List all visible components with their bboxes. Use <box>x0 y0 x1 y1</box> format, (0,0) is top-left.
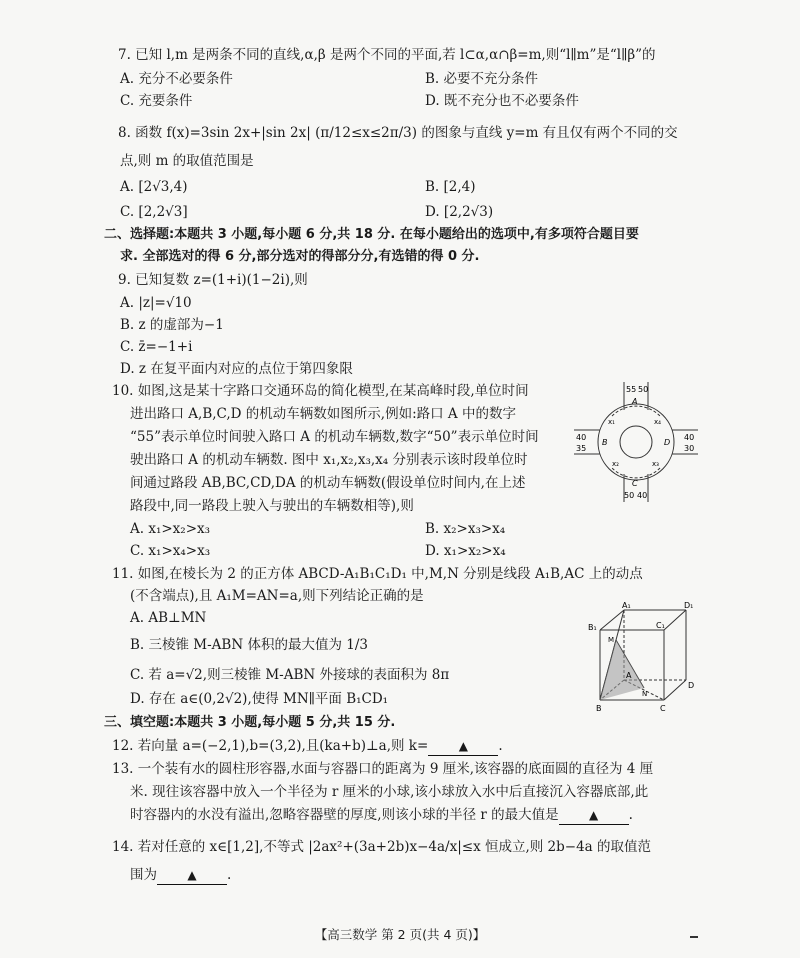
q9-option-a: A. |z|=√10 <box>120 295 192 311</box>
fig-label-x3: x₃ <box>652 460 659 468</box>
fig-right-out: 30 <box>684 444 695 453</box>
cube-label-b: B <box>596 704 602 713</box>
q11-stem-line2: (不含端点),且 A₁M=AN=a,则下列结论正确的是 <box>130 588 424 604</box>
q13-answer-blank <box>559 806 629 825</box>
fig-label-c: C <box>632 479 638 488</box>
cube-figure <box>586 600 698 714</box>
q10-line2: 进出路口 A,B,C,D 的机动车辆数如图所示,例如:路口 A 中的数字 <box>130 406 516 422</box>
q8-stem-line2: 点,则 m 的取值范围是 <box>120 153 254 169</box>
q10-option-a: A. x₁>x₂>x₃ <box>130 521 211 537</box>
fig-left-out: 35 <box>576 444 587 453</box>
fig-bottom-out: 40 <box>637 491 648 500</box>
q7-option-a: A. 充分不必要条件 <box>120 71 233 87</box>
fig-right-in: 40 <box>684 433 695 442</box>
q9-option-c: C. z̄=−1+i <box>120 339 193 355</box>
cube-label-a: A <box>626 671 632 680</box>
q10-option-b: B. x₂>x₃>x₄ <box>425 521 506 537</box>
fig-top-in: 55 <box>626 385 637 394</box>
scan-mark <box>690 936 698 938</box>
q10-line3: “55”表示单位时间驶入路口 A 的机动车辆数,数字“50”表示单位时间 <box>130 429 539 445</box>
answer-triangle-icon: ▲ <box>458 739 468 753</box>
q10-line6: 路段中,同一路段上驶入与驶出的车辆数相等),则 <box>130 498 414 514</box>
cube-label-d1: D₁ <box>684 601 694 610</box>
q8-option-b: B. [2,4) <box>425 179 476 195</box>
q12-answer-blank <box>428 737 498 756</box>
q10-option-d: D. x₁>x₂>x₄ <box>425 543 506 559</box>
section2-heading-line2: 求. 全部选对的得 6 分,部分选对的得部分分,有选错的得 0 分. <box>120 249 480 264</box>
q14-line2: 围为 <box>130 867 157 883</box>
q13-line2: 米. 现往该容器中放入一个半径为 r 厘米的小球,该小球放入水中后直接沉入容器底部,此 <box>130 784 649 800</box>
fig-label-x4: x₄ <box>654 418 661 426</box>
fig-label-a: A <box>632 397 638 406</box>
fig-top-out: 50 <box>638 385 649 394</box>
q7-stem: 7. 已知 l,m 是两条不同的直线,α,β 是两个不同的平面,若 l⊂α,α∩β=m,则“l∥m”是“l∥β”的 <box>118 47 656 63</box>
fig-label-x1: x₁ <box>608 418 615 426</box>
q7-option-c: C. 充要条件 <box>120 93 193 109</box>
fig-label-x2: x₂ <box>612 460 619 468</box>
section3-heading: 三、填空题:本题共 3 小题,每小题 5 分,共 15 分. <box>104 715 396 730</box>
cube-label-m: M <box>608 636 615 644</box>
cube-label-d: D <box>688 681 695 690</box>
q10-line5: 间通过路段 AB,BC,CD,DA 的机动车辆数(假设单位时间内,在上述 <box>130 475 526 491</box>
q14-answer-blank <box>157 866 227 885</box>
q9-option-b: B. z 的虚部为−1 <box>120 317 224 333</box>
roundabout-figure <box>572 380 700 504</box>
q11-stem-line1: 11. 如图,在棱长为 2 的正方体 ABCD-A₁B₁C₁D₁ 中,M,N 分别是线段 A₁B,AC 上的动点 <box>112 566 643 582</box>
q10-option-c: C. x₁>x₄>x₃ <box>130 543 211 559</box>
cube-label-n: N <box>642 690 648 698</box>
q10-line1: 10. 如图,这是某十字路口交通环岛的简化模型,在某高峰时段,单位时间 <box>112 383 529 399</box>
fig-label-b: B <box>602 438 608 447</box>
q9-option-d: D. z 在复平面内对应的点位于第四象限 <box>120 361 353 377</box>
q13-line3: 时容器内的水没有溢出,忽略容器壁的厚度,则该小球的半径 r 的最大值是 <box>130 807 559 823</box>
answer-triangle-icon: ▲ <box>187 868 197 882</box>
q12-line: 12. 若向量 a=(−2,1),b=(3,2),且(ka+b)⊥a,则 k= ▲ . <box>112 738 503 754</box>
q7-option-d: D. 既不充分也不必要条件 <box>425 93 579 109</box>
q11-option-d: D. 存在 a∈(0,2√2),使得 MN∥平面 B₁CD₁ <box>130 691 389 707</box>
q8-option-d: D. [2,2√3) <box>425 204 494 220</box>
section2-heading-line1: 二、选择题:本题共 3 小题,每小题 6 分,共 18 分. 在每小题给出的选项中,有多项符合题目要 <box>104 227 639 242</box>
q8-option-c: C. [2,2√3] <box>120 204 188 220</box>
cube-label-c: C <box>660 704 666 713</box>
fig-label-d: D <box>664 438 671 447</box>
q12-stem: 12. 若向量 a=(−2,1),b=(3,2),且(ka+b)⊥a,则 k= <box>112 738 429 754</box>
fig-left-in: 40 <box>576 433 587 442</box>
page-footer: 【高三数学 第 2 页(共 4 页)】 <box>314 927 486 942</box>
cube-label-c1: C₁ <box>656 621 665 630</box>
q11-option-b: B. 三棱锥 M-ABN 体积的最大值为 1/3 <box>130 637 368 653</box>
q14-line2-wrap: 围为 ▲ . <box>130 867 232 883</box>
cube-label-b1: B₁ <box>588 623 597 632</box>
q14-line1: 14. 若对任意的 x∈[1,2],不等式 |2ax²+(3a+2b)x−4a/x|≤x 恒成立,则 2b−4a 的取值范 <box>112 839 652 855</box>
q9-stem: 9. 已知复数 z=(1+i)(1−2i),则 <box>118 272 308 288</box>
q11-option-a: A. AB⊥MN <box>130 610 207 626</box>
q8-stem-line1: 8. 函数 f(x)=3sin 2x+|sin 2x| (π/12≤x≤2π/3) 的图象与直线 y=m 有且仅有两个不同的交 <box>118 125 678 141</box>
q8-option-a: A. [2√3,4) <box>120 179 188 195</box>
q13-line3-wrap: 时容器内的水没有溢出,忽略容器壁的厚度,则该小球的半径 r 的最大值是 ▲ . <box>130 807 633 823</box>
q11-option-c: C. 若 a=√2,则三棱锥 M-ABN 外接球的表面积为 8π <box>130 667 450 683</box>
fig-bottom-in: 50 <box>624 491 635 500</box>
cube-label-a1: A₁ <box>622 601 631 610</box>
answer-triangle-icon: ▲ <box>589 808 599 822</box>
q10-line4: 驶出路口 A 的机动车辆数. 图中 x₁,x₂,x₃,x₄ 分别表示该时段单位时 <box>130 452 528 468</box>
q7-option-b: B. 必要不充分条件 <box>425 71 539 87</box>
q13-line1: 13. 一个装有水的圆柱形容器,水面与容器口的距离为 9 厘米,该容器的底面圆的直径为 4 厘 <box>112 761 654 777</box>
